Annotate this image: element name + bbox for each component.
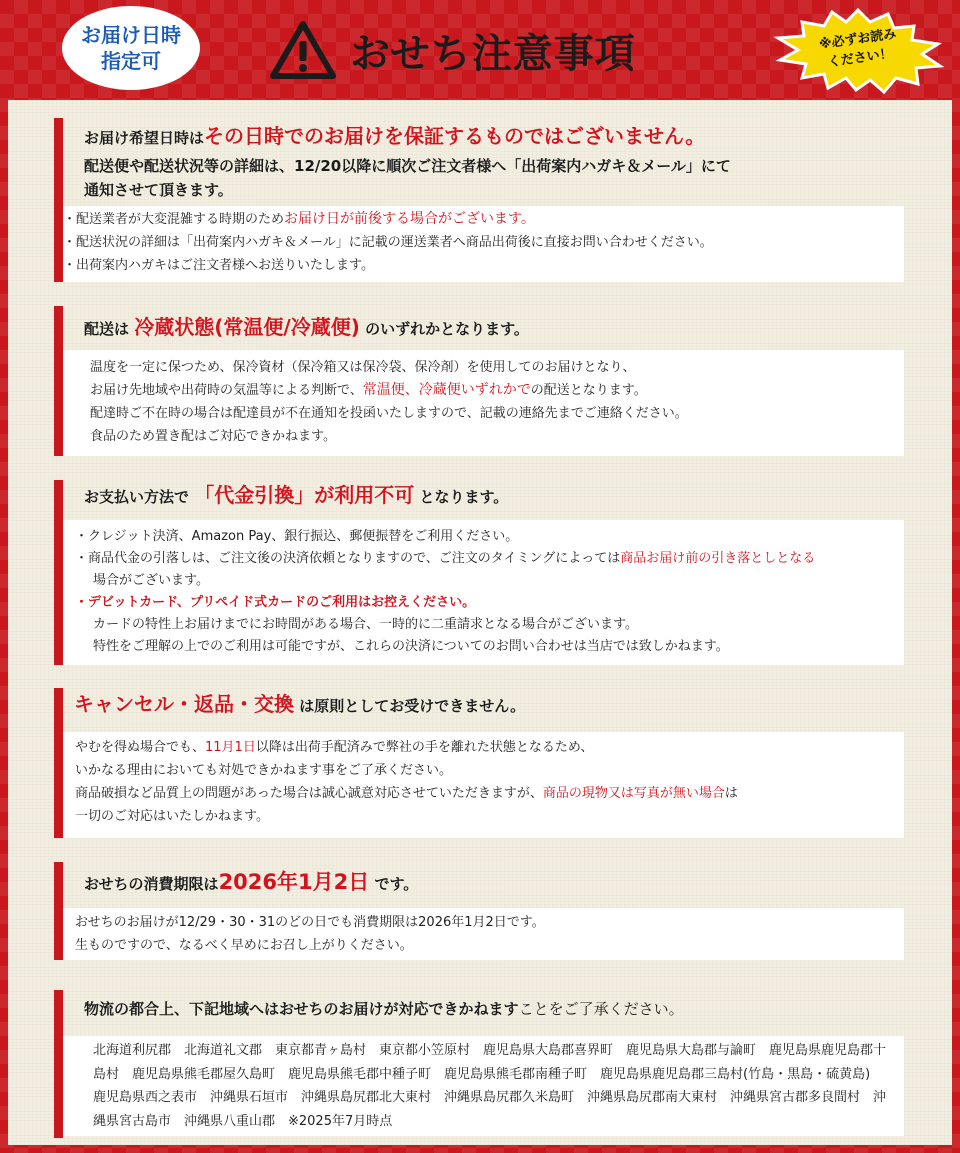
line-text: お届け先地域や出荷時の気温等による判断で、 bbox=[90, 383, 363, 398]
warning-icon bbox=[270, 21, 336, 79]
list-item bbox=[75, 782, 904, 805]
section-excluded-regions bbox=[54, 990, 904, 1138]
header bbox=[0, 0, 960, 100]
badge-right-line2: ください！ bbox=[827, 46, 894, 71]
heading-text: ことをご了承ください。 bbox=[518, 1000, 684, 1018]
section-body bbox=[63, 206, 904, 282]
list-item: ・クレジット決済、Amazon Pay、銀行振込、郵便振替をご利用ください。 bbox=[75, 529, 519, 544]
list-item: 食品のため置き配はご対応できかねます。 bbox=[90, 429, 336, 444]
section-bar bbox=[54, 862, 63, 960]
section-body bbox=[63, 732, 904, 838]
list-item: 温度を一定に保つため、保冷資材（保冷箱又は保冷袋、保冷剤）を使用してのお届けとなり、 bbox=[90, 360, 636, 375]
section-heading bbox=[84, 480, 508, 512]
section-bar bbox=[54, 480, 63, 665]
heading-text: です。 bbox=[374, 875, 419, 893]
heading-emphasis: 冷蔵状態(常温便/冷蔵便) bbox=[134, 315, 360, 339]
heading-text: 物流の都合上、下記地域へはおせちのお届けが対応できかねます bbox=[84, 1000, 519, 1018]
line-emphasis: 商品の現物又は写真が無い場合 bbox=[542, 786, 725, 801]
line-text: ・配送業者が大変混雑する時期のため bbox=[63, 212, 285, 227]
section-heading bbox=[84, 866, 418, 900]
section-bar bbox=[54, 688, 63, 838]
line-text: は bbox=[724, 786, 738, 801]
list-item bbox=[90, 379, 904, 402]
section-heading bbox=[74, 688, 525, 722]
section-subheading: 通知させて頂きます。 bbox=[84, 181, 233, 199]
section-bar bbox=[54, 118, 63, 282]
list-item: 特性をご理解の上でのご利用は可能ですが、これらの決済についてのお問い合わせは当店では致しかねます。 bbox=[93, 639, 729, 654]
section-body bbox=[63, 908, 904, 960]
section-bar bbox=[54, 306, 63, 456]
section-heading bbox=[84, 994, 684, 1024]
section-body bbox=[63, 350, 904, 456]
section-body bbox=[63, 520, 904, 665]
section-body bbox=[63, 1036, 904, 1136]
section-bar bbox=[54, 990, 63, 1138]
section-subheading: 配送便や配送状況等の詳細は、12/20以降に順次ご注文者様へ「出荷案内ハガキ＆メール」にて bbox=[84, 157, 731, 175]
page-title bbox=[270, 14, 710, 86]
list-item: カードの特性上お届けまでにお時間がある場合、一時的に二重請求となる場合がございます。 bbox=[93, 617, 638, 632]
heading-emphasis: 2026年1月2日 bbox=[218, 870, 370, 894]
list-item: 配達時ご不在時の場合は配達員が不在通知を投函いたしますので、記載の連絡先までご連絡ください。 bbox=[90, 406, 688, 421]
heading-text: 配送は bbox=[84, 320, 130, 338]
section-cancellation bbox=[54, 688, 904, 838]
heading-emphasis: その日時でのお届けを保証するものではございません。 bbox=[204, 124, 706, 148]
heading-text: お届け希望日時は bbox=[84, 129, 205, 147]
badge-right-line1: ※必ずお読み bbox=[818, 26, 898, 53]
heading-text: お支払い方法で bbox=[84, 488, 190, 506]
line-text: ・商品代金の引落しは、ご注文後の決済依頼となりますので、ご注文のタイミングによっては bbox=[75, 551, 621, 566]
line-emphasis: 11月1日 bbox=[205, 740, 256, 755]
notice-panel bbox=[8, 100, 952, 1145]
list-item: ・配送状況の詳細は「出荷案内ハガキ＆メール」に記載の運送業者へ商品出荷後に直接お問い合わせください。 bbox=[63, 235, 713, 250]
list-item bbox=[63, 208, 904, 231]
heading-emphasis: 「代金引換」が利用不可 bbox=[194, 483, 415, 507]
list-item: 一切のご対応はいたしかねます。 bbox=[75, 809, 269, 824]
title-text: おせち注意事項 bbox=[350, 30, 636, 77]
section-payment bbox=[54, 480, 904, 665]
section-heading bbox=[84, 122, 705, 152]
section-shipping-method bbox=[54, 306, 904, 456]
list-item bbox=[75, 736, 904, 759]
list-item: ・デビットカード、プリペイド式カードのご利用はお控えください。 bbox=[75, 595, 476, 610]
section-delivery-date bbox=[54, 118, 904, 282]
heading-text: となります。 bbox=[419, 488, 509, 506]
line-text: 以降は出荷手配済みで弊社の手を離れた状態となるため、 bbox=[255, 740, 594, 755]
list-item bbox=[75, 548, 904, 570]
list-item: ・出荷案内ハガキはご注文者様へお送りいたします。 bbox=[63, 258, 374, 273]
line-emphasis: 商品お届け前の引き落としとなる bbox=[620, 551, 816, 566]
heading-text: おせちの消費期限は bbox=[84, 875, 219, 893]
line-text: の配送となります。 bbox=[530, 383, 647, 398]
section-expiry bbox=[54, 862, 904, 960]
badge-left-line2: 指定可 bbox=[101, 49, 161, 73]
list-item: おせちのお届けが12/29・30・31のどの日でも消費期限は2026年1月2日です。 bbox=[75, 915, 545, 930]
list-item: 場合がございます。 bbox=[93, 573, 209, 588]
line-emphasis: お届け日が前後する場合がございます。 bbox=[284, 211, 535, 227]
section-heading bbox=[84, 312, 529, 344]
excluded-region-list: 北海道利尻郡 北海道礼文郡 東京都青ヶ島村 東京都小笠原村 鹿児島県大島郡喜界町 鹿児島県大島郡与論町 鹿児島県鹿児島郡十島村 鹿児島県熊毛郡屋久島町 鹿児島県熊毛郡中種子町 鹿児島県熊毛郡南種子町 鹿児島県鹿児島郡三島村(竹島・黒島・硫黄島) 鹿児島県西之表市 沖縄県石垣市 沖縄県島尻郡北大東村 沖縄県島尻郡久米島町 沖縄県島尻郡南大東村 沖縄県宮古郡多良間村 沖縄県宮古島市 沖縄県八重山郡 ※2025年7月時点 bbox=[93, 1043, 887, 1129]
line-emphasis: 常温便、冷蔵便いずれかで bbox=[362, 382, 531, 398]
must-read-badge bbox=[770, 8, 946, 94]
line-text: 商品破損など品質上の問題があった場合は誠心誠意対応させていただきますが、 bbox=[75, 786, 543, 801]
heading-text: は原則としてお受けできません。 bbox=[299, 697, 526, 715]
heading-emphasis: キャンセル・返品・交換 bbox=[74, 692, 294, 716]
line-text: やむを得ぬ場合でも、 bbox=[75, 740, 206, 755]
heading-text: のいずれかとなります。 bbox=[365, 320, 529, 338]
delivery-date-badge bbox=[62, 6, 200, 90]
list-item: いかなる理由においても対処できかねます事をご了承ください。 bbox=[75, 763, 453, 778]
list-item: 生ものですので、なるべく早めにお召し上がりください。 bbox=[75, 938, 413, 953]
badge-left-line1: お届け日時 bbox=[81, 23, 181, 47]
